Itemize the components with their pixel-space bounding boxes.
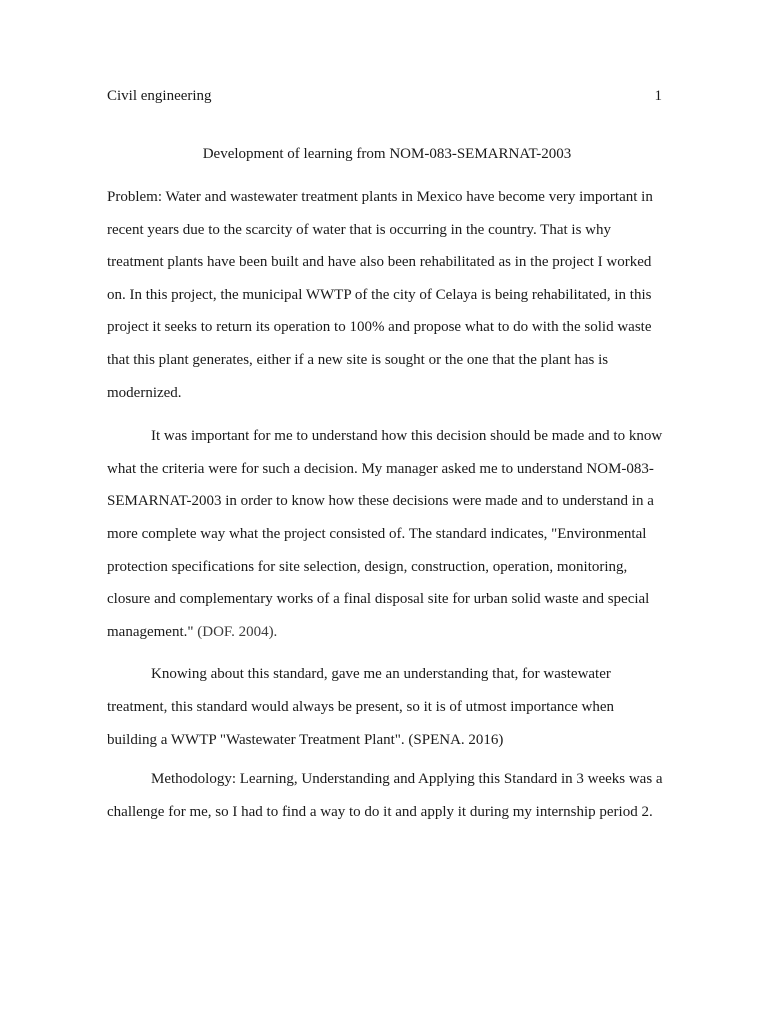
citation-dof: (DOF. 2004). — [193, 623, 278, 640]
page-header — [107, 85, 662, 107]
paragraph-understanding-text: Knowing about this standard, gave me an understanding that, for wastewater treatment, this standard would always be present, so it is of utmost importance when building a WWTP "Wastewater Treatment Plant". (SPENA. 2016) — [107, 666, 614, 748]
running-head: Civil engineering — [107, 88, 212, 104]
document-title: Development of learning from NOM-083-SEMARNAT-2003 — [202, 146, 572, 162]
document-body — [107, 141, 667, 828]
page-number: 1 — [654, 88, 662, 104]
paragraph-problem-text: Problem: Water and wastewater treatment plants in Mexico have become very important in recent years due to the scarcity of water that is occurring in the country. That is why treatment plants have been built and have also been rehabilitated as in the project I worked on. In this project, the municipal WWTP of the city of Celaya is being rehabilitated, in this project it seeks to return its operation to 100% and propose what to do with the solid waste that this plant generates, either if a new site is sought or the one that the plant has is modernized. — [107, 189, 653, 401]
paragraph-standard-text: It was important for me to understand how this decision should be made and to know what the criteria were for such a decision. My manager asked me to understand NOM-083-SEMARNAT-2003 in order to know how these decisions were made and to understand in a more complete way what the project consisted of. The standard indicates, "Environmental protection specifications for site selection, design, construction, operation, monitoring, closure and complementary works of a final disposal site for urban solid waste and special management." — [107, 428, 663, 640]
paragraph-methodology-text: Methodology: Learning, Understanding and Applying this Standard in 3 weeks was a challenge for me, so I had to find a way to do it and apply it during my internship period 2. — [107, 771, 663, 820]
paragraph-problem — [107, 181, 667, 409]
paragraph-understanding — [107, 658, 667, 756]
paragraph-methodology — [107, 763, 667, 828]
paragraph-standard — [107, 420, 667, 648]
